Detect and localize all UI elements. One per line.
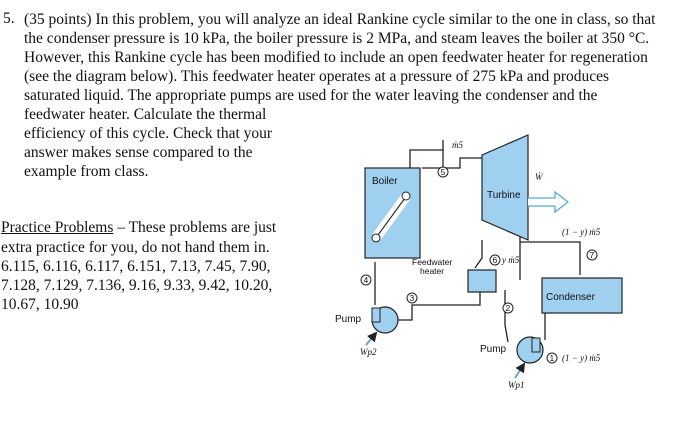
feedwater-heater-label-1: Feedwater — [412, 257, 453, 267]
svg-text:1: 1 — [549, 353, 555, 363]
practice-line-3: 7.128, 7.129, 7.136, 9.16, 9.33, 9.42, 10.20, — [1, 277, 273, 294]
practice-line-2: 6.115, 6.116, 6.117, 6.151, 7.13, 7.45, 7.90, — [1, 258, 271, 275]
practice-heading: Practice Problems — [1, 219, 114, 236]
extraction-flow-label: y ṁ5 — [502, 255, 520, 265]
turbine-label: Turbine — [487, 190, 521, 201]
problem-line-9: example from class. — [24, 163, 149, 180]
svg-text:4: 4 — [363, 275, 369, 285]
condenser — [542, 278, 622, 313]
practice-line-1: extra practice for you, do not hand them in. — [1, 239, 270, 256]
feedwater-heater-box — [468, 270, 496, 292]
problem-line-4: (see the diagram below). This feedwater heater operates at a pressure of 275 kPa and produces — [24, 68, 610, 85]
condensate-flow-label: (1 − y) ṁ5 — [562, 353, 601, 363]
problem-line-6: feedwater heater. Calculate the thermal — [24, 106, 267, 123]
pump-right-work-label: Wp1 — [508, 380, 525, 390]
mass-flow-label: ṁ5 — [452, 140, 463, 150]
practice-heading-rest: – These problems are just — [113, 219, 277, 236]
condenser-label: Condenser — [546, 292, 595, 303]
svg-text:3: 3 — [409, 293, 415, 303]
work-out-arrow — [528, 192, 568, 212]
boiler-coil-end-bottom — [372, 234, 380, 242]
turbine — [482, 135, 528, 240]
work-out-label: Ẇ — [535, 172, 543, 182]
pump-right-label: Pump — [480, 344, 507, 355]
pump-right — [480, 337, 543, 390]
svg-text:5: 5 — [440, 167, 446, 177]
practice-heading-line — [1, 218, 276, 238]
turbine-to-condenser-pipe — [520, 242, 580, 275]
practice-line-4: 10.67, 10.90 — [1, 296, 79, 313]
boiler — [365, 168, 420, 258]
pump-left-work-label: Wp2 — [360, 347, 377, 357]
svg-text:6: 6 — [492, 255, 498, 265]
turbine-inlet-pipe — [422, 158, 482, 168]
boiler-to-turbine-pipe — [410, 150, 443, 170]
pump1-to-heater-pipe — [505, 290, 508, 342]
problem-line-3: However, this Rankine cycle has been modified to include an open feedwater heater for regeneration — [24, 49, 648, 66]
pump-left — [335, 307, 398, 357]
rankine-cycle-diagram — [330, 130, 700, 430]
problem-line-5: saturated liquid. The appropriate pumps are used for the water leaving the condenser and the — [24, 87, 598, 104]
pump-right-work-arrow — [515, 364, 524, 378]
pump-left-label: Pump — [335, 314, 362, 325]
svg-text:7: 7 — [589, 250, 595, 260]
problem-number: 5. — [3, 10, 15, 27]
boiler-label: Boiler — [372, 176, 398, 187]
problem-line-8: answer makes sense compared to the — [24, 144, 253, 161]
problem-line-1: (35 points) In this problem, you will analyze an ideal Rankine cycle similar to the one in class, so that — [24, 11, 656, 28]
feedwater-heater — [412, 257, 496, 292]
pump-left-work-arrow — [366, 333, 376, 345]
problem-line-7: efficiency of this cycle. Check that your — [24, 125, 273, 142]
turbine-exit-flow-label: (1 − y) ṁ5 — [562, 227, 601, 237]
boiler-coil-end-top — [402, 192, 410, 200]
feedwater-heater-label-2: heater — [420, 266, 445, 276]
extraction-pipe — [475, 240, 482, 268]
turbine-body — [482, 135, 528, 240]
problem-line-2: the condenser pressure is 10 kPa, the boiler pressure is 2 MPa, and steam leaves the boiler at 350 °C. — [24, 30, 650, 47]
svg-text:2: 2 — [505, 303, 511, 313]
